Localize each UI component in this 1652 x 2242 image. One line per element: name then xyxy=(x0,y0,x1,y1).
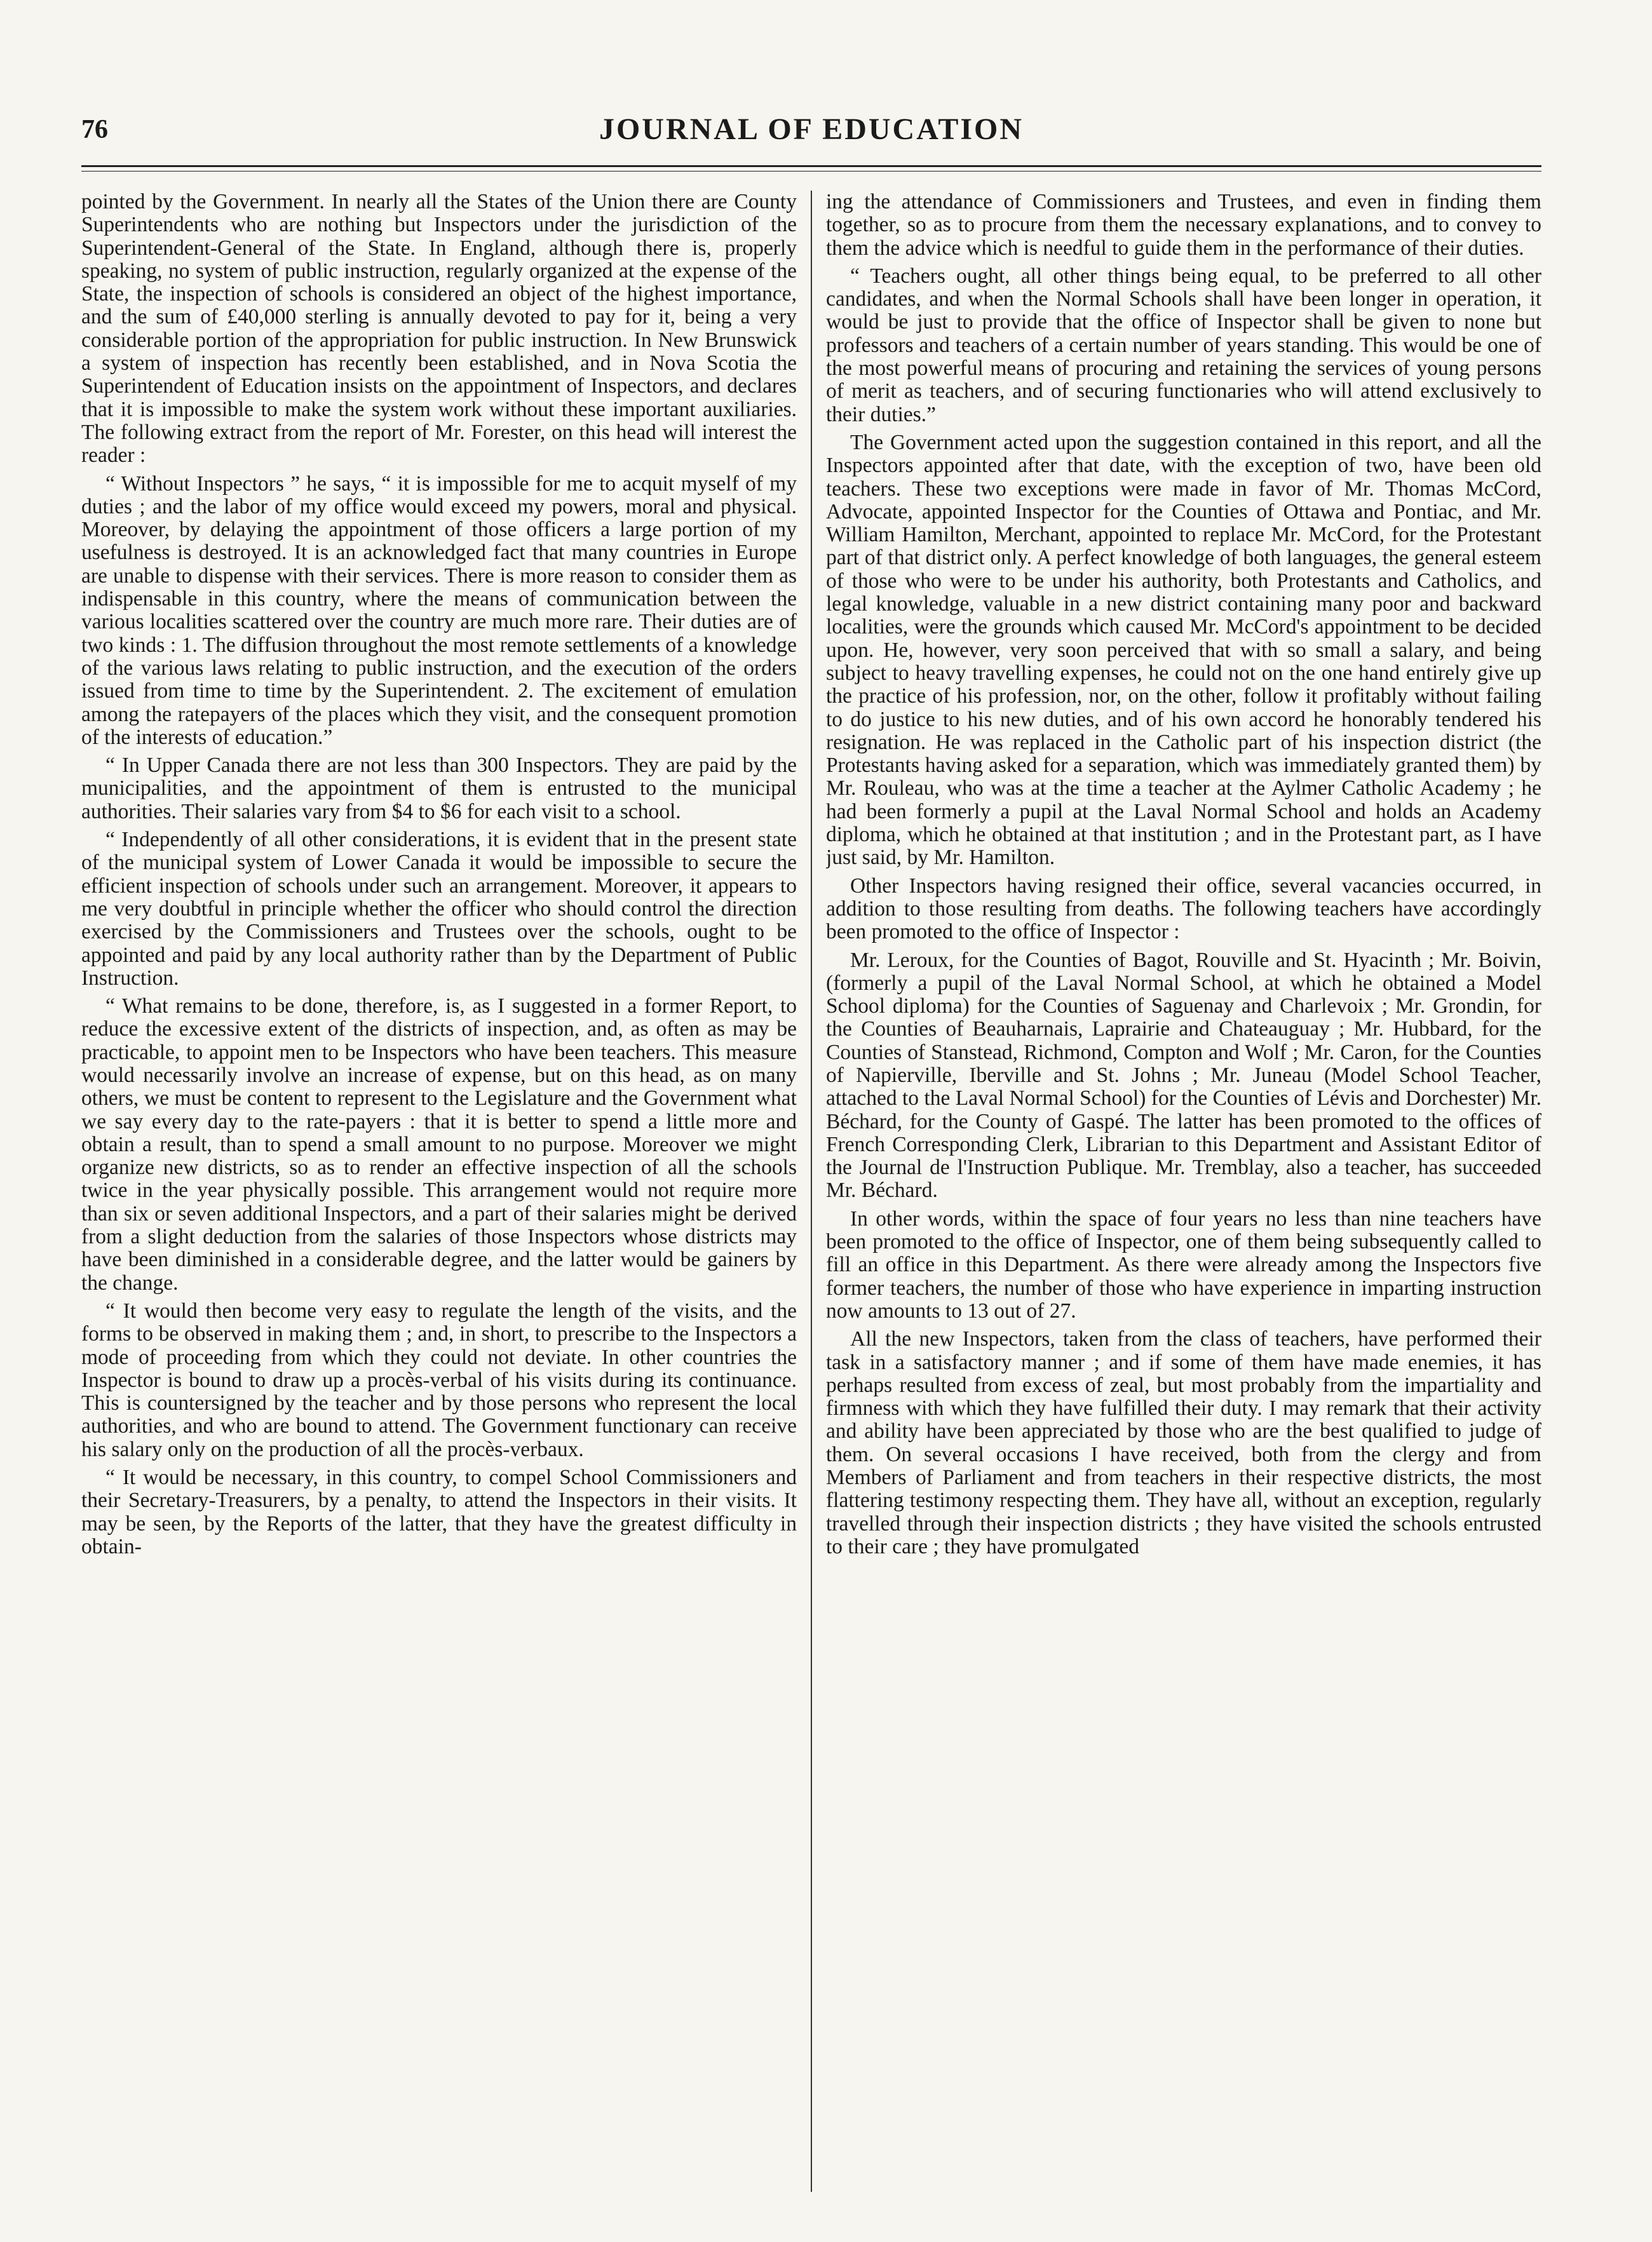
right-column xyxy=(826,191,1541,2192)
running-title: JOURNAL OF EDUCATION xyxy=(599,112,1024,146)
paragraph: “ Teachers ought, all other things being equal, to be preferred to all other candidates, and when the Normal Schools shall have been longer in operation, it would be just to provide that the office of Inspector shall be given to none but professors and teachers of a certain number of years standing. This would be one of the most powerful means of procuring and retaining the services of young persons of merit as teachers, and of securing functionaries who will attend exclusively to their duties.” xyxy=(826,264,1541,426)
page-number: 76 xyxy=(81,115,108,144)
paragraph: The Government acted upon the suggestion contained in this report, and all the Inspectors appointed after that date, with the exception of two, have been old teachers. These two exceptions were made in favor of Mr. Thomas McCord, Advocate, appointed Inspector for the Counties of Ottawa and Pontiac, and Mr. William Hamilton, Merchant, appointed to replace Mr. McCord, for the Protestant part of that district only. A perfect knowledge of both languages, the general esteem of those who were to be under his authority, both Protestants and Catholics, and legal knowledge, valuable in a new district containing many poor and backward localities, were the grounds which caused Mr. McCord's appointment to be decided upon. He, however, very soon perceived that with so small a salary, and being subject to heavy travelling expenses, he could not on the one hand entirely give up the practice of his profession, nor, on the other, follow it profitably without failing to do justice to his new duties, and of his own accord he honorably tendered his resignation. He was replaced in the Catholic part of his inspection district (the Protestants having asked for a separation, which was immediately granted them) by Mr. Rouleau, who was at the time a teacher at the Aylmer Catholic Academy ; he had been formerly a pupil at the Laval Normal School and holds an Academy diploma, which he obtained at that institution ; and in the Protestant part, as I have just said, by Mr. Hamilton. xyxy=(826,430,1541,870)
paragraph: “ What remains to be done, therefore, is, as I suggested in a former Report, to reduce the excessive extent of the districts of inspection, and, as often as may be practicable, to appoint men to be Inspectors who have been teachers. This measure would necessarily involve an increase of expense, but on this head, as on many others, we must be content to represent to the Legislature and the Government what we say every day to the rate-payers : that it is better to spend a little more and obtain a result, than to spend a small amount to no purpose. Moreover we might organize new districts, so as to render an effective inspection of all the schools twice in the year physically possible. This arrangement would not require more than six or seven additional Inspectors, and a part of their salaries might be derived from a slight deduction from the salaries of those Inspectors whose districts may have been diminished in a considerable degree, and the latter would be gainers by the change. xyxy=(81,994,797,1295)
paragraph: “ In Upper Canada there are not less than 300 Inspectors. They are paid by the municipalities, and the appointment of them is entrusted to the municipal authorities. Their salaries vary from $4 to $6 for each visit to a school. xyxy=(81,753,797,823)
paragraph: “ It would then become very easy to regulate the length of the visits, and the forms to be observed in making them ; and, in short, to prescribe to the Inspectors a mode of proceeding from which they could not deviate. In other countries the Inspector is bound to draw up a procès-verbal of his visits during its continuance. This is countersigned by the teacher and by those persons who represent the local authorities, and who are bound to attend. The Government functionary can receive his salary only on the production of all the procès-verbaux. xyxy=(81,1299,797,1461)
journal-page xyxy=(81,95,1541,2192)
paragraph: “ It would be necessary, in this country, to compel School Commissioners and their Secretary-Treasurers, by a penalty, to attend the Inspectors in their visits. It may be seen, by the Reports of the latter, that they have the greatest difficulty in obtain- xyxy=(81,1466,797,1558)
paragraph: pointed by the Government. In nearly all the States of the Union there are County Superintendents who are nothing but Inspectors under the jurisdiction of the Superintendent-General of the State. In England, although there is, properly speaking, no system of public instruction, regularly organized at the expense of the State, the inspection of schools is considered an object of the highest importance, and the sum of £40,000 sterling is annually devoted to pay for it, being a very considerable portion of the appropriation for public instruction. In New Brunswick a system of inspection has recently been established, and in Nova Scotia the Superintendent of Education insists on the appointment of Inspectors, and declares that it is impossible to make the system work without these important auxiliaries. The following extract from the report of Mr. Forester, on this head will interest the reader : xyxy=(81,191,797,468)
paragraph: “ Without Inspectors ” he says, “ it is impossible for me to acquit myself of my duties ; and the labor of my office would exceed my powers, moral and physical. Moreover, by delaying the appointment of those officers a large portion of my usefulness is destroyed. It is an acknowledged fact that many countries in Europe are unable to dispense with their services. There is more reason to consider them as indispensable in this country, where the means of communication between the various localities scattered over the country are much more rare. Their duties are of two kinds : 1. The diffusion throughout the most remote settlements of a knowledge of the various laws relating to public instruction, and the execution of the orders issued from time to time by the Superintendent. 2. The excitement of emulation among the ratepayers of the places which they visit, and the consequent promotion of the interests of education.” xyxy=(81,471,797,749)
paragraph: Mr. Leroux, for the Counties of Bagot, Rouville and St. Hyacinth ; Mr. Boivin, (formerly a pupil of the Laval Normal School, at which he obtained a Model School diploma) for the Counties of Saguenay and Charlevoix ; Mr. Grondin, for the Counties of Beauharnais, Laprairie and Chateauguay ; Mr. Hubbard, for the Counties of Stanstead, Richmond, Compton and Wolf ; Mr. Caron, for the Counties of Napierville, Iberville and St. Johns ; Mr. Juneau (Model School Teacher, attached to the Laval Normal School) for the Counties of Lévis and Dorchester) Mr. Béchard, for the County of Gaspé. The latter has been promoted to the offices of French Corresponding Clerk, Librarian to this Department and Assistant Editor of the Journal de l'Instruction Publique. Mr. Tremblay, also a teacher, has succeeded Mr. Béchard. xyxy=(826,948,1541,1203)
paragraph: ing the attendance of Commissioners and Trustees, and even in finding them together, so as to procure from them the necessary explanations, and to convey to them the advice which is needful to guide them in the performance of their duties. xyxy=(826,191,1541,260)
text-columns xyxy=(81,191,1541,2192)
page-header xyxy=(81,95,1541,152)
paragraph: Other Inspectors having resigned their office, several vacancies occurred, in addition to those resulting from deaths. The following teachers have accordingly been promoted to the office of Inspector : xyxy=(826,874,1541,944)
paragraph: All the new Inspectors, taken from the class of teachers, have performed their task in a satisfactory manner ; and if some of them have made enemies, it has perhaps resulted from excess of zeal, but most probably from the impartiality and firmness with which they have fulfilled their duty. I may remark that their activity and ability have been appreciated by those who are the best qualified to judge of them. On several occasions I have received, both from the clergy and from Members of Parliament and from teachers in their respective districts, the most flattering testimony respecting them. They have all, without an exception, regularly travelled through their inspection districts ; they have visited the schools entrusted to their care ; they have promulgated xyxy=(826,1327,1541,1558)
paragraph: “ Independently of all other considerations, it is evident that in the present state of the municipal system of Lower Canada it would be impossible to secure the efficient inspection of schools under such an arrangement. Moreover, it appears to me very doubtful in principle whether the officer who should control the direction exercised by the Commissioners and Trustees over the schools, ought to be appointed and paid by any local authority rather than by the Department of Public Instruction. xyxy=(81,828,797,990)
header-rule xyxy=(81,165,1541,172)
left-column xyxy=(81,191,797,2192)
column-divider xyxy=(811,191,812,2192)
paragraph: In other words, within the space of four years no less than nine teachers have been promoted to the office of Inspector, one of them being subsequently called to fill an office in this Department. As there were already among the Inspectors five former teachers, the number of those who have experience in imparting instruction now amounts to 13 out of 27. xyxy=(826,1206,1541,1323)
